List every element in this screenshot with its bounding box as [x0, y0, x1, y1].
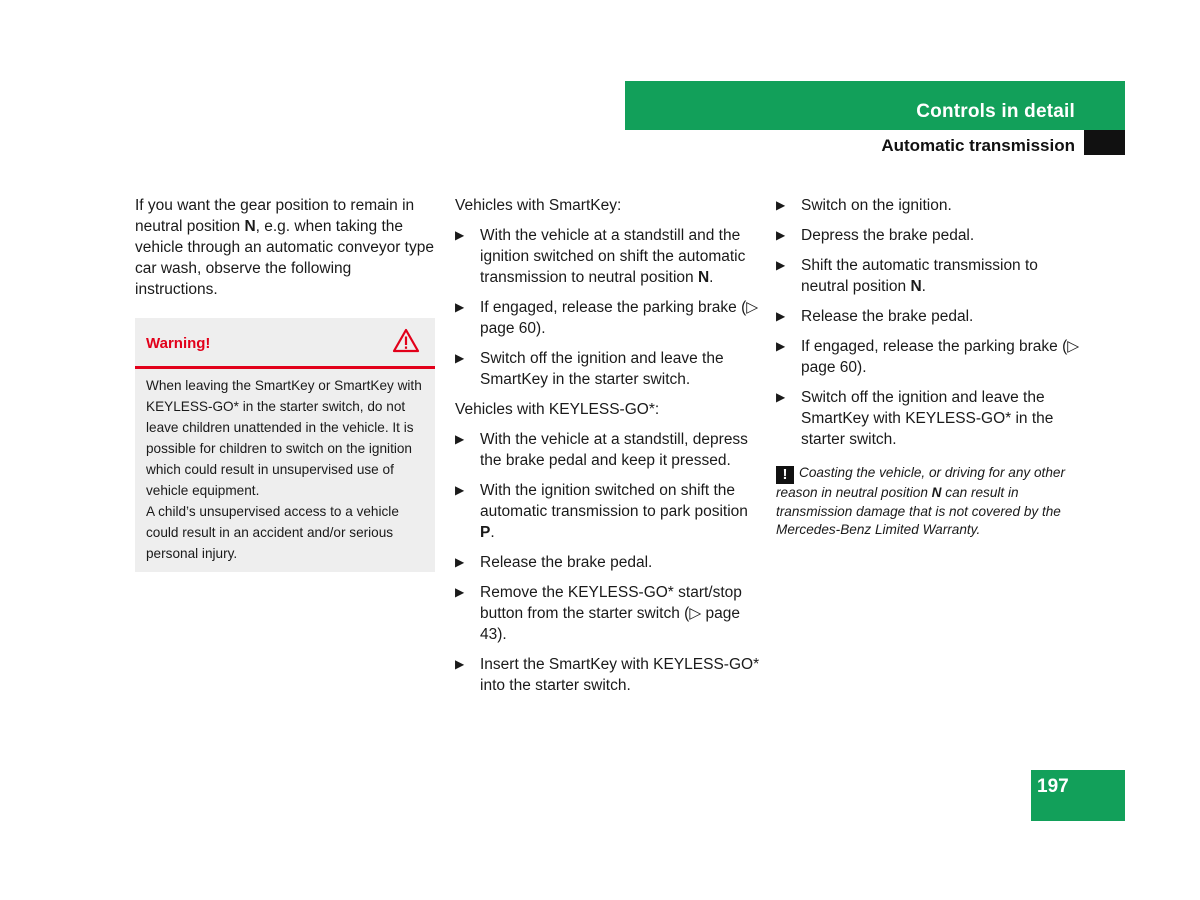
- ignition-steps: [776, 195, 1081, 450]
- bullet-icon: ▶: [455, 555, 465, 569]
- list-item: ▶ Remove the KEYLESS-GO* start/stop button from the starter switch (▷ page 43).: [455, 584, 742, 643]
- list-item: ▶ If engaged, release the parking brake (▷ page 60).: [776, 338, 1080, 376]
- header-bar: [625, 81, 1125, 130]
- bullet-icon: ▶: [455, 483, 465, 497]
- warning-box: [135, 318, 435, 572]
- list-item: ▶ If engaged, release the parking brake (▷ page 60).: [455, 299, 759, 337]
- column-2: [455, 195, 760, 705]
- bullet-icon: ▶: [455, 351, 465, 365]
- subsection-marker: [1084, 130, 1125, 155]
- bullet-icon: ▶: [776, 339, 786, 353]
- keyless-steps: [455, 429, 760, 696]
- list-item: ▶ Shift the automatic transmission to neutral position N.: [776, 257, 1038, 295]
- warning-body: [135, 369, 435, 564]
- list-item: ▶ Switch on the ignition.: [776, 197, 952, 214]
- column-3: [776, 195, 1081, 540]
- list-item: ▶ Insert the SmartKey with KEYLESS-GO* into the starter switch.: [455, 656, 760, 694]
- keyless-heading: Vehicles with KEYLESS-GO*:: [455, 401, 660, 418]
- bullet-icon: ▶: [776, 258, 786, 272]
- list-item: ▶ Depress the brake pedal.: [776, 227, 975, 244]
- intro-paragraph: If you want the gear position to remain in neutral position N, e.g. when taking the vehicle through an automatic conveyor type car wash, observe the following instructions.: [135, 197, 434, 298]
- exclamation-icon: !: [776, 466, 794, 484]
- warning-label: Warning!: [146, 335, 211, 352]
- page-number-box: [1031, 770, 1125, 821]
- list-item: ▶ Switch off the ignition and leave the SmartKey in the starter switch.: [455, 350, 724, 388]
- bullet-icon: ▶: [455, 432, 465, 446]
- page-number: 197: [1037, 776, 1069, 797]
- warning-header: [135, 318, 435, 369]
- warning-paragraph: A child’s unsupervised access to a vehicle could result in an accident and/or serious personal injury.: [146, 504, 399, 561]
- list-item: ▶ With the vehicle at a standstill, depress the brake pedal and keep it pressed.: [455, 431, 748, 469]
- bullet-icon: ▶: [776, 390, 786, 404]
- bullet-icon: ▶: [776, 198, 786, 212]
- smartkey-heading: Vehicles with SmartKey:: [455, 197, 622, 214]
- column-1: [135, 195, 435, 572]
- caution-note: ! Coasting the vehicle, or driving for any other reason in neutral position N can result in transmission damage that is not covered by the Mercedes-Benz Limited Warranty.: [776, 465, 1065, 537]
- bullet-icon: ▶: [455, 228, 465, 242]
- subsection-title: Automatic transmission: [881, 136, 1075, 155]
- list-item: ▶ Switch off the ignition and leave the SmartKey with KEYLESS-GO* in the starter switch.: [776, 389, 1054, 448]
- bullet-icon: ▶: [776, 309, 786, 323]
- list-item: ▶ Release the brake pedal.: [455, 554, 653, 571]
- list-item: ▶ Release the brake pedal.: [776, 308, 974, 325]
- bullet-icon: ▶: [455, 585, 465, 599]
- list-item: ▶ With the ignition switched on shift the automatic transmission to park position P.: [455, 482, 748, 541]
- warning-triangle-icon: [392, 328, 420, 359]
- warning-paragraph: When leaving the SmartKey or SmartKey with KEYLESS-GO* in the starter switch, do not leave children unattended in the vehicle. It is possible for children to switch on the ignition which could result in unsupervised use of vehicle equipment.: [146, 378, 422, 498]
- bullet-icon: ▶: [455, 657, 465, 671]
- list-item: ▶ With the vehicle at a standstill and the ignition switched on shift the automatic transmission to neutral position N.: [455, 227, 746, 286]
- smartkey-steps: [455, 225, 760, 390]
- section-title: Controls in detail: [916, 101, 1075, 122]
- bullet-icon: ▶: [455, 300, 465, 314]
- bullet-icon: ▶: [776, 228, 786, 242]
